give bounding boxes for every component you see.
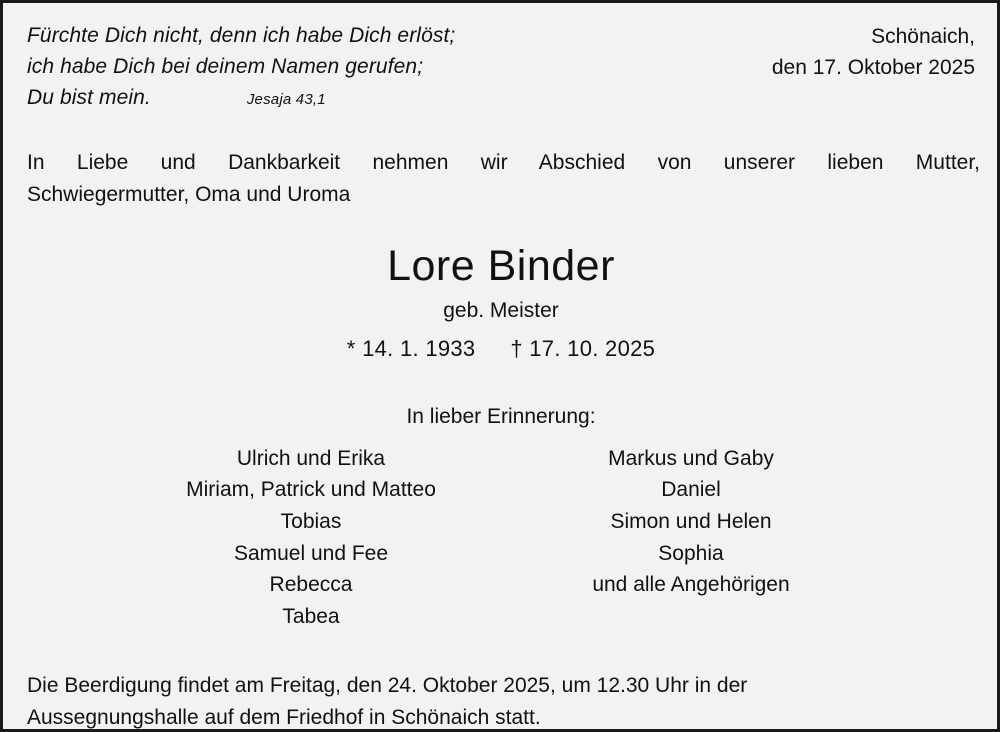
place-city: Schönaich, — [871, 25, 975, 48]
list-item: Samuel und Fee — [233, 541, 389, 565]
memory-title: In lieber Erinnerung: — [406, 404, 596, 428]
deceased-birth-name: geb. Meister — [443, 298, 559, 322]
header-section — [27, 21, 975, 114]
funeral-line-1: Die Beerdigung findet am Freitag, den 24. Oktober 2025, um 12.30 Uhr in der — [27, 673, 748, 697]
list-item: Daniel — [661, 478, 721, 502]
list-item: und alle Angehörigen — [592, 573, 790, 597]
birth-date: * 14. 1. 1933 — [346, 335, 476, 361]
verse-reference: Jesaja 43,1 — [246, 90, 326, 108]
funeral-line-2: Aussegnungshalle auf dem Friedhof in Schönaich statt. — [27, 706, 541, 730]
list-item: Tabea — [282, 605, 340, 629]
list-item: Simon und Helen — [610, 510, 772, 533]
family-column-right — [526, 443, 856, 633]
verse-line-2: ich habe Dich bei deinem Namen gerufen; — [27, 54, 424, 78]
verse-line-3: Du bist mein. — [27, 85, 151, 109]
list-item: Tobias — [280, 510, 342, 533]
list-item: Markus und Gaby — [608, 446, 774, 470]
list-item: Sophia — [658, 541, 724, 565]
place-and-date — [772, 21, 975, 84]
list-item: Rebecca — [269, 573, 353, 597]
verse-line-3-row — [27, 83, 455, 114]
deceased-dates — [27, 336, 975, 362]
family-column-left — [146, 443, 476, 633]
deceased-name: Lore Binder — [387, 242, 615, 291]
list-item: Ulrich und Erika — [236, 446, 386, 470]
deceased-block — [27, 244, 975, 361]
intro-line-1: In Liebe und Dankbarkeit nehmen wir Abschied von unserer lieben Mutter, — [27, 150, 980, 174]
bible-verse — [27, 21, 455, 114]
intro-line-2: Schwiegermutter, Oma und Uroma — [27, 183, 351, 207]
death-date: † 17. 10. 2025 — [510, 335, 656, 361]
place-date: den 17. Oktober 2025 — [771, 55, 975, 79]
obituary-content — [3, 3, 997, 729]
list-item: Miriam, Patrick und Matteo — [186, 478, 436, 502]
funeral-info — [27, 671, 975, 732]
family-list — [27, 443, 975, 633]
intro-text — [27, 148, 980, 211]
verse-line-1: Fürchte Dich nicht, denn ich habe Dich erlöst; — [27, 24, 456, 47]
